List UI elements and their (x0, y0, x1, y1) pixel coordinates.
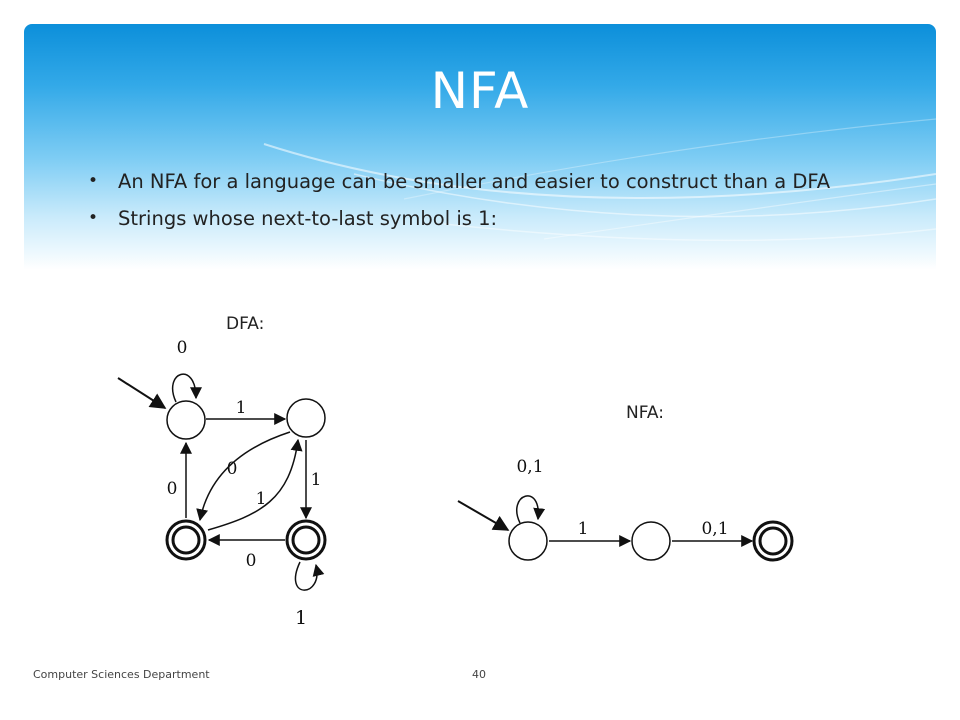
nfa-loop-p0 (517, 496, 539, 523)
nfa-state-p1 (632, 522, 670, 560)
bullet-text: An NFA for a language can be smaller and easier to construct than a DFA (118, 170, 831, 193)
dfa-start-arrow (118, 378, 165, 408)
dfa-loop-q3 (295, 562, 317, 590)
nfa-state-p0 (509, 522, 547, 560)
dfa-label-q2-q1: 1 (255, 489, 267, 509)
bullet-text: Strings whose next-to-last symbol is 1: (118, 207, 498, 230)
page-number: 40 (472, 668, 486, 681)
nfa-state-p2-accepting (754, 522, 792, 560)
dfa-label-q1-q3: 1 (310, 470, 322, 490)
dfa-label-loop-q0: 0 (176, 338, 188, 358)
nfa-label-p0-p1: 1 (577, 519, 589, 539)
dfa-label-q1-q2: 0 (226, 459, 238, 479)
dfa-label-loop-q3: 1 (294, 607, 308, 629)
dfa-state-q2-accepting (167, 521, 205, 559)
dfa-label-q3-q2: 0 (245, 551, 257, 571)
dfa-loop-q0 (173, 374, 196, 402)
bullet-icon: • (88, 171, 99, 191)
dfa-state-q1 (287, 399, 325, 437)
dfa-edge-q2-q1 (208, 440, 298, 530)
nfa-start-arrow (458, 501, 508, 530)
dfa-label: DFA: (226, 314, 265, 334)
footer-department: Computer Sciences Department (33, 668, 210, 681)
nfa-label: NFA: (626, 403, 664, 423)
dfa-label-q0-q1: 1 (235, 398, 247, 418)
nfa-label-loop-p0: 0,1 (516, 457, 544, 477)
nfa-label-p1-p2: 0,1 (701, 519, 729, 539)
dfa-state-q0 (167, 401, 205, 439)
slide-title: NFA (430, 62, 530, 120)
dfa-edge-q1-q2 (200, 432, 290, 520)
dfa-state-q3-accepting (287, 521, 325, 559)
dfa-label-q2-q0: 0 (166, 479, 178, 499)
bullet-icon: • (88, 208, 99, 228)
